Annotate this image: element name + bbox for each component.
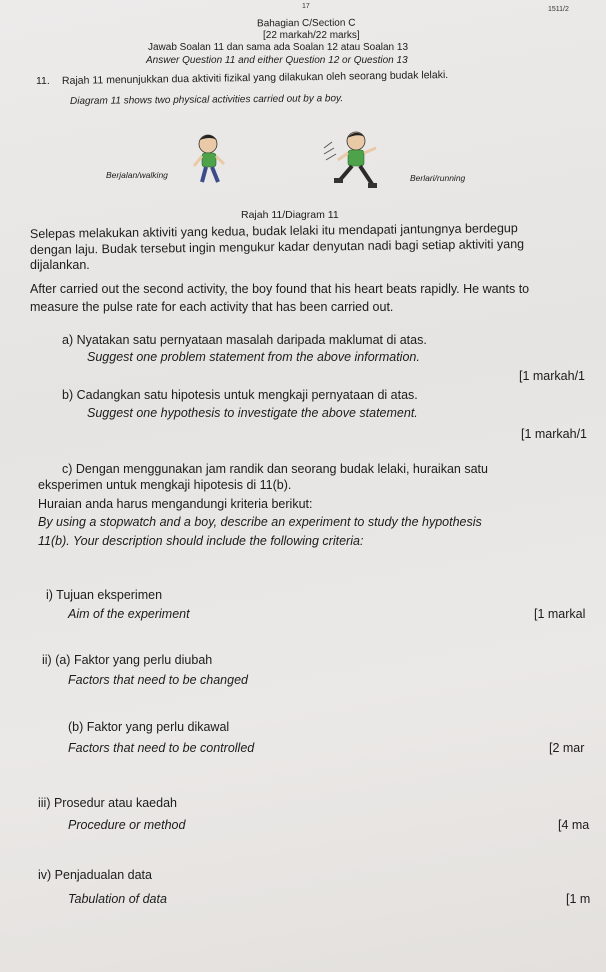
criterion-iii-marks: [4 ma (558, 818, 590, 832)
criterion-iii-en: Procedure or method (68, 818, 186, 832)
section-marks: [22 markah/22 marks] (263, 30, 360, 41)
criterion-ii-a-ms: ii) (a) Faktor yang perlu diubah (42, 653, 213, 667)
part-a-ms: a) Nyatakan satu pernyataan masalah daripada maklumat di atas. (62, 333, 427, 347)
para-ms-line2: dengan laju. Budak tersebut ingin mengukur kadar denyutan nadi bagi setiap aktiviti yang (29, 236, 525, 257)
criterion-ii-b-en: Factors that need to be controlled (68, 741, 255, 755)
part-b-ms: b) Cadangkan satu hipotesis untuk mengkaji pernyataan di atas. (62, 388, 418, 402)
para-en-line2: measure the pulse rate for each activity that has been carried out. (30, 300, 394, 314)
criterion-ii-b-ms: (b) Faktor yang perlu dikawal (68, 720, 230, 734)
criterion-i-marks: [1 markal (534, 607, 586, 621)
criterion-iii-ms: iii) Prosedur atau kaedah (38, 796, 177, 810)
criterion-iv-en: Tabulation of data (68, 892, 167, 906)
label-running: Berlari/running (410, 173, 466, 183)
para-ms-line3: dijalankan. (30, 258, 90, 272)
instruction-en: Answer Question 11 and either Question 12 or Question 13 (146, 55, 408, 66)
part-c-ms-line1: c) Dengan menggunakan jam randik dan seorang budak lelaki, huraikan satu (62, 462, 488, 476)
figure-caption: Rajah 11/Diagram 11 (241, 209, 339, 221)
part-b-marks: [1 markah/1 (521, 427, 588, 441)
part-c-en-line1: By using a stopwatch and a boy, describe an experiment to study the hypothesis (38, 515, 482, 529)
section-title: Bahagian C/Section C (256, 17, 356, 30)
criterion-ii-marks: [2 mar (549, 741, 585, 755)
criterion-i-en: Aim of the experiment (68, 607, 190, 621)
part-a-en: Suggest one problem statement from the above information. (87, 350, 420, 364)
paper-code: 1511/2 (548, 6, 569, 13)
criterion-iv-ms: iv) Penjadualan data (38, 868, 152, 882)
question-number: 11. (36, 75, 50, 87)
page-number: 17 (302, 3, 310, 10)
running-boy-illustration (318, 128, 408, 200)
question-intro-en: Diagram 11 shows two physical activities carried out by a boy. (69, 93, 344, 107)
part-c-ms-line3: Huraian anda harus mengandungi kriteria berikut: (38, 497, 313, 511)
label-walking: Berjalan/walking (106, 170, 168, 180)
part-c-ms-line2: eksperimen untuk mengkaji hipotesis di 11(b). (38, 478, 292, 492)
criterion-ii-a-en: Factors that need to be changed (68, 673, 248, 687)
para-ms-line1: Selepas melakukan aktiviti yang kedua, budak lelaki itu mendapati jantungnya berdegup (29, 221, 518, 241)
instruction-ms: Jawab Soalan 11 dan sama ada Soalan 12 atau Soalan 13 (148, 42, 409, 53)
part-a-marks: [1 markah/1 (519, 369, 586, 383)
criterion-iv-marks: [1 m (566, 892, 591, 906)
walking-boy-illustration (180, 130, 260, 190)
part-b-en: Suggest one hypothesis to investigate the above statement. (87, 406, 418, 420)
para-en-line1: After carried out the second activity, the boy found that his heart beats rapidly. He wants to (30, 282, 530, 296)
part-c-en-line2: 11(b). Your description should include the following criteria: (38, 534, 364, 548)
question-intro-ms: Rajah 11 menunjukkan dua aktiviti fizikal yang dilakukan oleh seorang budak lelaki. (61, 68, 449, 87)
criterion-i-ms: i) Tujuan eksperimen (46, 588, 163, 602)
